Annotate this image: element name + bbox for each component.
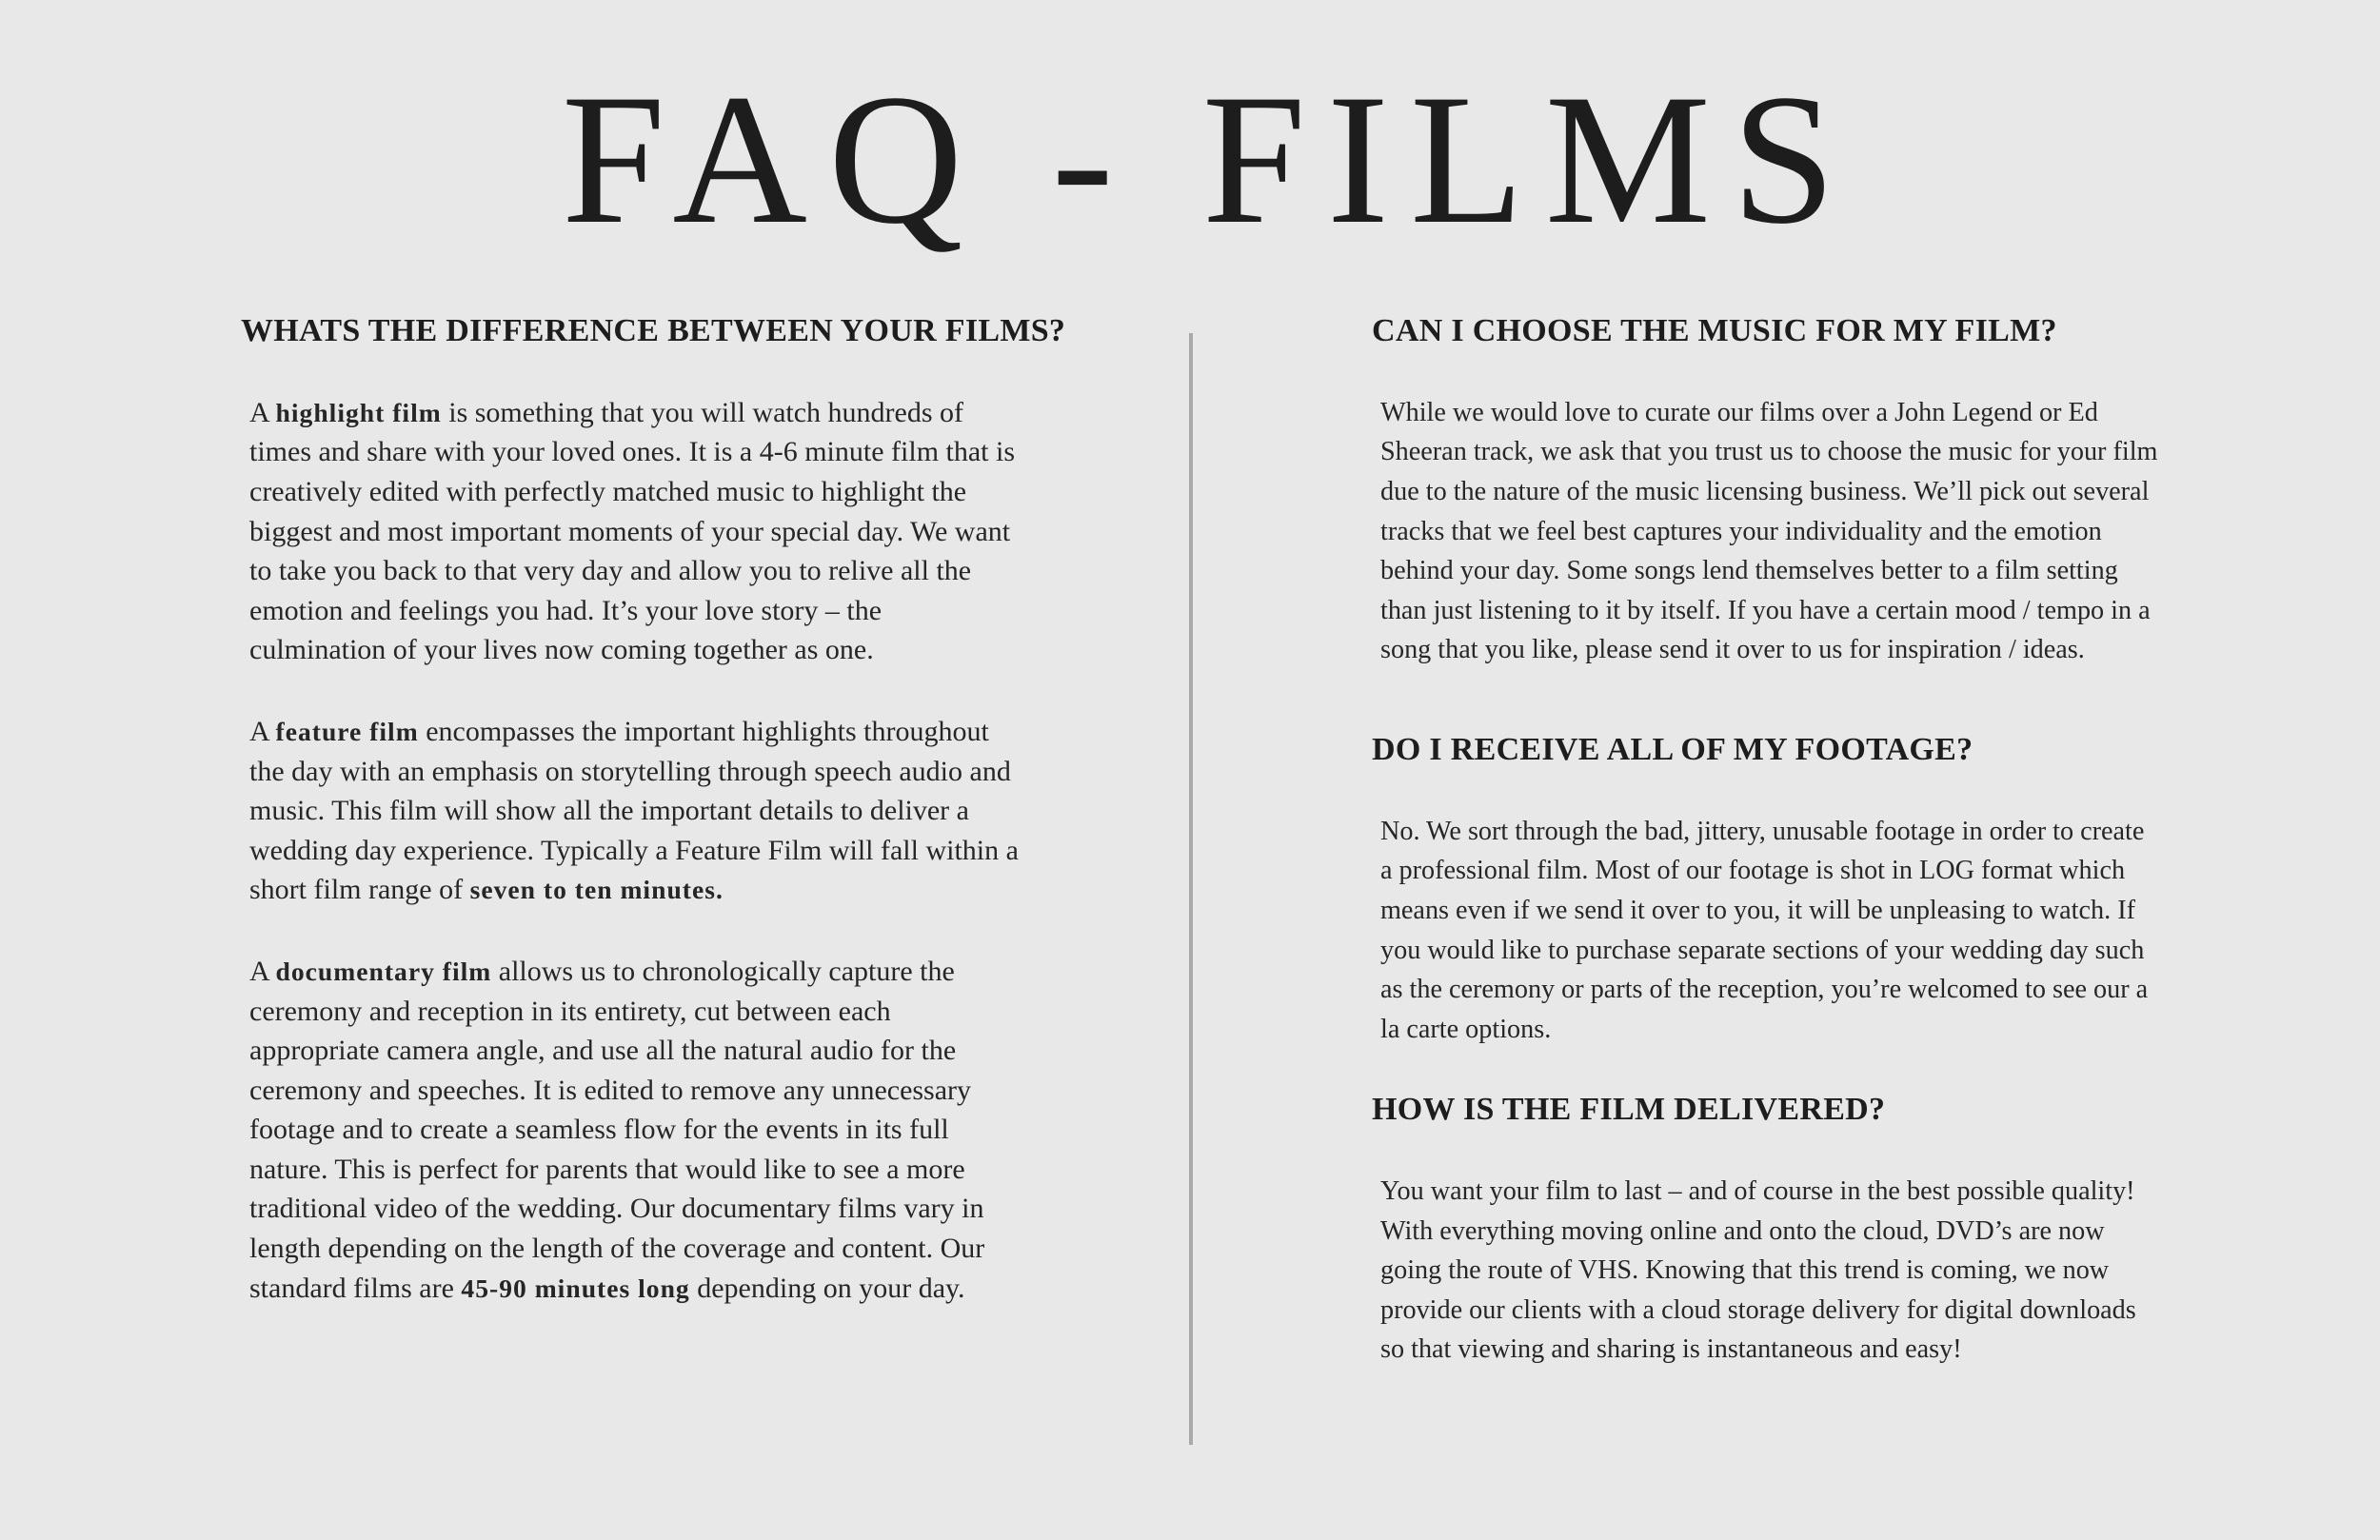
left-column [241,312,1136,1308]
paragraph-text: A [249,396,276,428]
right-column [1372,312,2267,1370]
feature-film-term: feature film [275,716,419,746]
paragraph-text: depending on your day. [689,1272,965,1304]
faq-heading-film-differences: WHATS THE DIFFERENCE BETWEEN YOUR FILMS? [241,313,1066,348]
feature-film-paragraph [249,712,1021,910]
faq-answer-delivery [1372,1172,2161,1370]
faq-heading-music: CAN I CHOOSE THE MUSIC FOR MY FILM? [1372,313,2057,348]
faq-heading-footage: DO I RECEIVE ALL OF MY FOOTAGE? [1372,731,1973,767]
faq-answer-footage [1372,812,2161,1050]
paragraph-text: allows us to chronologically capture the ceremony and reception in its entirety, cut between each appropriate camera angle, and use all the natural audio for the ceremony and speeches. It is edited to remove any unnecessary footage and to create a seamless flow for the events in its full nature. This is perfect for parents that would like to see a more traditional video of the wedding. Our documentary films vary in length depending on the length of the coverage and content. Our standard films are [249,955,985,1304]
highlight-film-paragraph [249,393,1021,670]
feature-film-duration: seven to ten minutes. [469,875,724,905]
documentary-film-duration: 45-90 minutes long [461,1273,690,1303]
highlight-film-term: highlight film [275,397,442,427]
music-answer-text: While we would love to curate our films over a John Legend or Ed Sheeran track, we ask that you trust us to choose the music for your film due to the nature of the music licensing business. We’ll pick out several tracks that we feel best captures your individuality and the emotion behind your day. Some songs lend themselves better to a film setting than just listening to it by itself. If you have a certain mood / tempo in a song that you like, please send it over to us for inspiration / ideas. [1380,397,2158,665]
footage-answer-text: No. We sort through the bad, jittery, unusable footage in order to create a professional film. Most of our footage is shot in LOG format which means even if we send it over to you, it will be unpleasing to watch. If you would like to purchase separate sections of your wedding day such as the ceremony or parts of the reception, you’re welcomed to see our a la carte options. [1380,816,2149,1044]
column-divider [1189,333,1193,1445]
page-title: FAQ - FILMS [561,56,1857,263]
faq-answer-music [1372,393,2161,670]
faq-answer-film-differences [241,393,1021,1308]
faq-heading-delivery: HOW IS THE FILM DELIVERED? [1372,1092,1886,1128]
delivery-answer-text: You want your film to last – and of course in the best possible quality! With everything moving online and onto the cloud, DVD’s are now going the route of VHS. Knowing that this trend is coming, we now provide our clients with a cloud storage delivery for digital downloads so that viewing and sharing is instantaneous and easy! [1380,1176,2136,1365]
paragraph-text: A [249,715,276,747]
paragraph-text: is something that you will watch hundreds of times and share with your loved ones. It is a 4-6 minute film that is creatively edited with perfectly matched music to highlight the biggest and most important moments of your special day. We want to take you back to that very day and allow you to relive all the emotion and feelings you had. It’s your love story – the culmination of your lives now coming together as one. [249,396,1016,666]
documentary-film-term: documentary film [275,956,492,986]
paragraph-text: A [249,955,276,987]
documentary-film-paragraph [249,952,1021,1308]
paragraph-text: encompasses the important highlights throughout the day with an emphasis on storytelling through speech audio and music. This film will show all the important details to deliver a wedding day experience. Typically a Feature Film will fall within a short film range of [249,715,1019,906]
